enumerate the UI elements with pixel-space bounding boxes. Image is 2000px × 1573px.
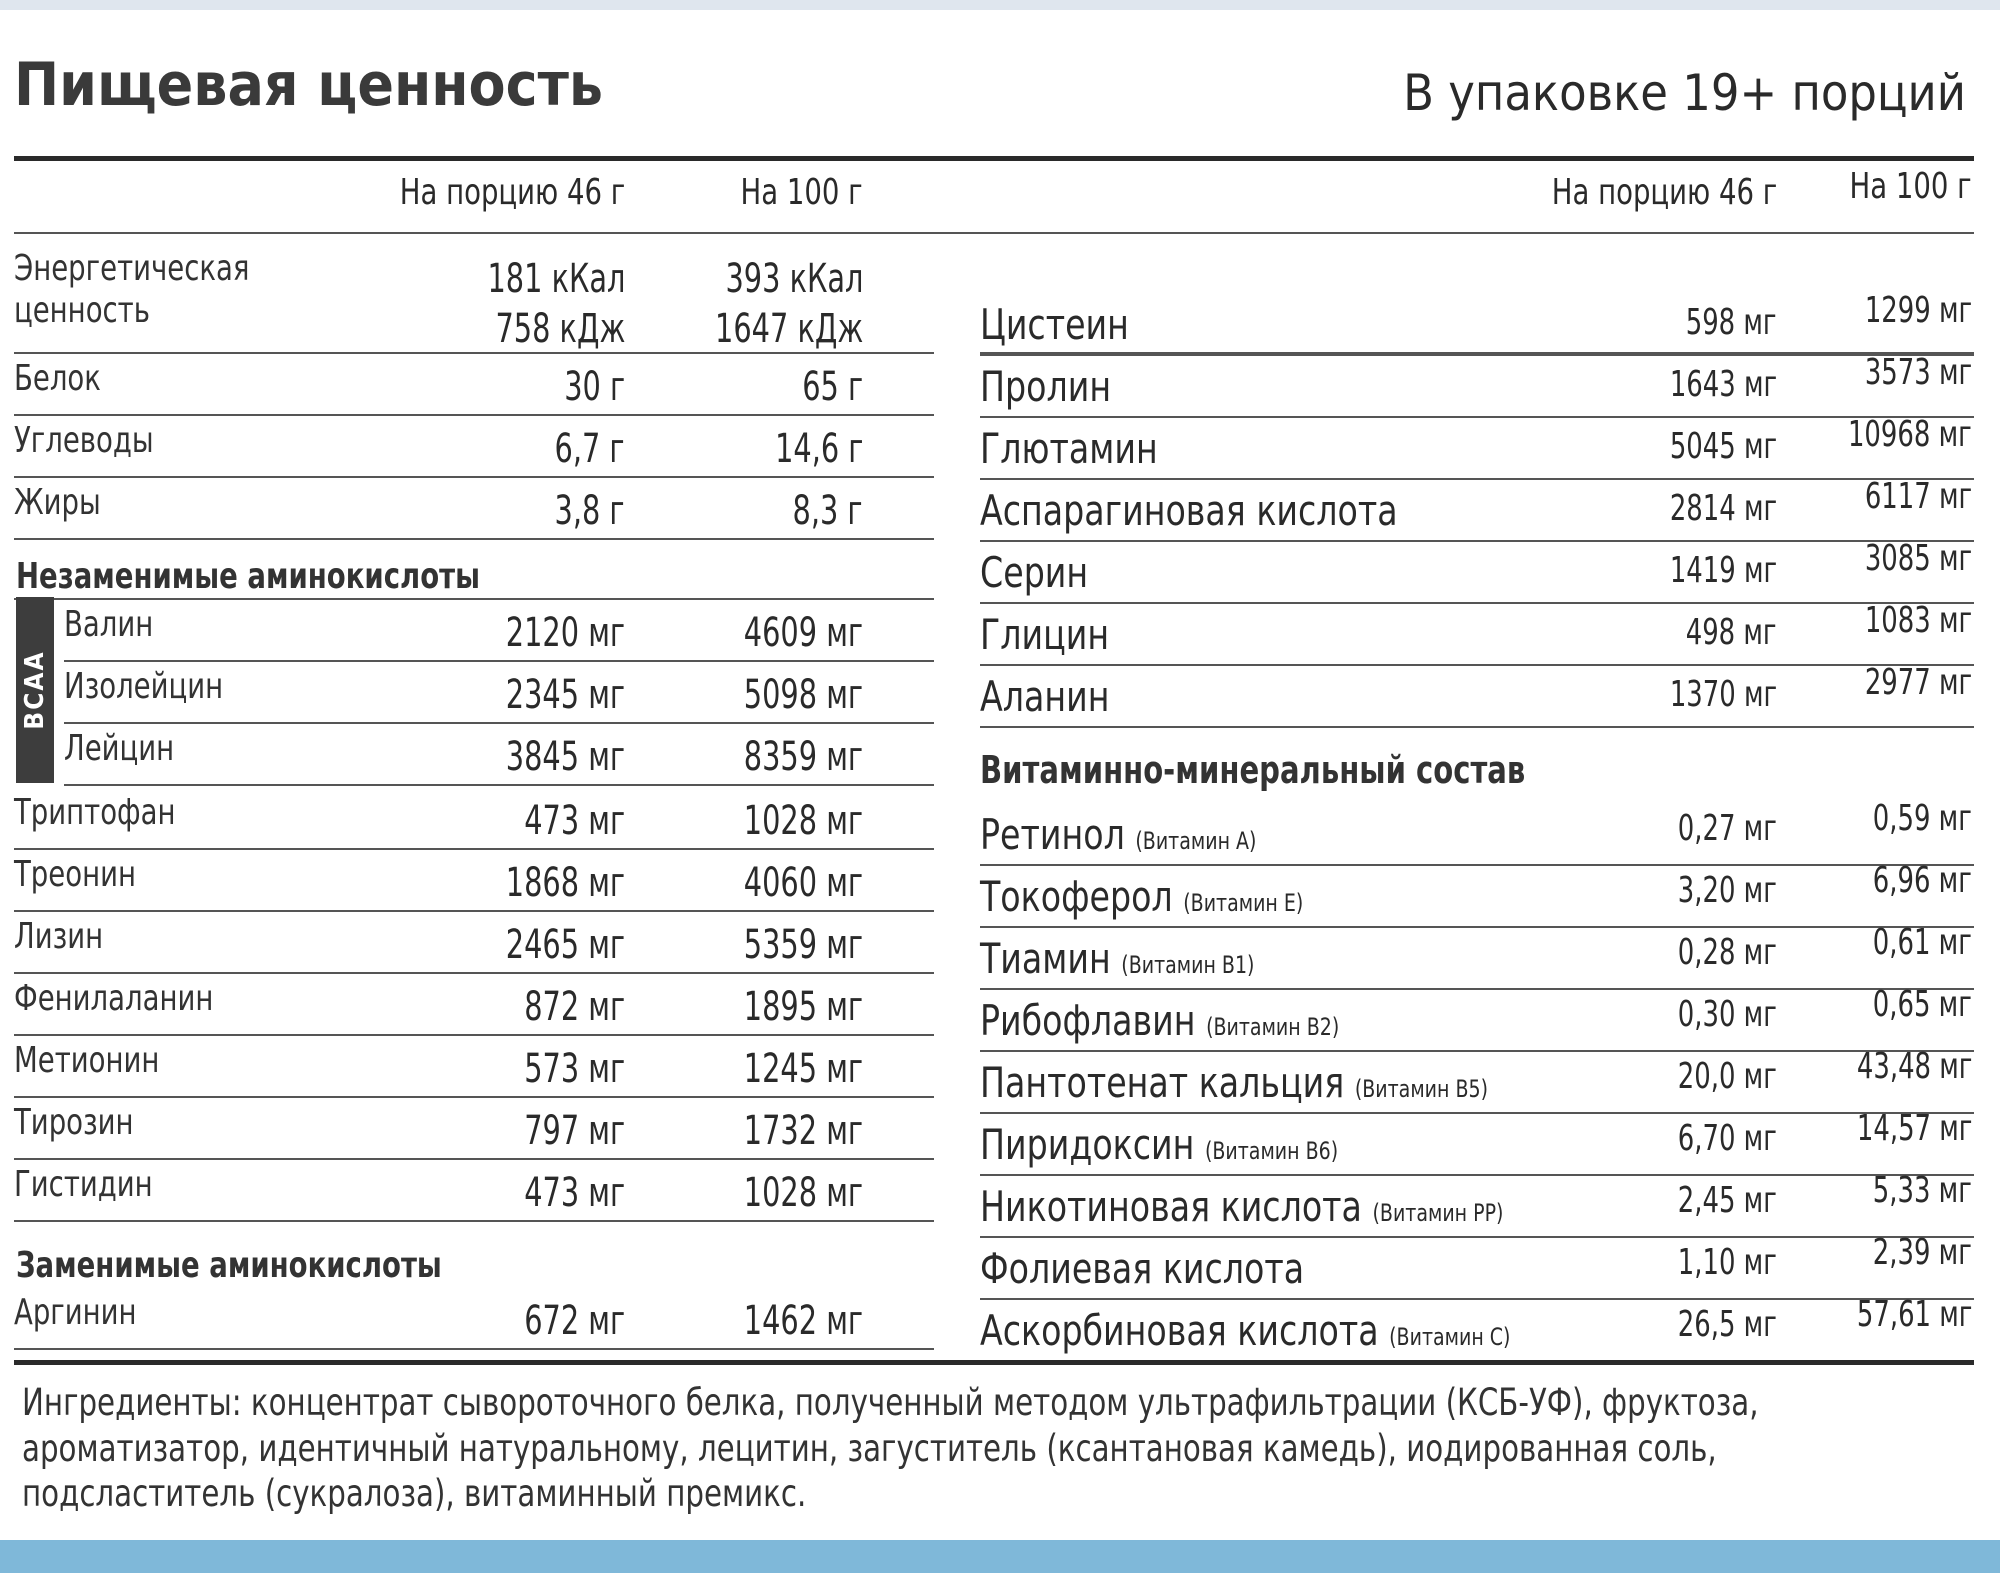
vitamin-value-portion: 26,5 мг xyxy=(1677,1304,1777,1345)
vitamin-value-100g: 0,61 мг xyxy=(1872,922,1972,963)
vitamin-name: Рибофлавин xyxy=(980,996,1196,1045)
energy-label-1: Энергетическая xyxy=(14,248,250,289)
row-value-portion: 473 мг xyxy=(524,798,625,844)
row-rule xyxy=(980,988,1974,990)
row-rule xyxy=(14,352,934,354)
energy-kcal-portion: 181 кКал xyxy=(487,256,625,302)
vitamin-value-portion: 3,20 мг xyxy=(1677,870,1777,911)
vitamin-name: Токоферол xyxy=(980,872,1173,921)
row-rule xyxy=(980,926,1974,928)
amino-label: Аспарагиновая кислота xyxy=(980,486,1398,535)
row-rule xyxy=(14,414,934,416)
nonessential-amino-title: Заменимые аминокислоты xyxy=(16,1245,442,1286)
row-rule xyxy=(64,660,934,662)
row-value-100g: 4060 мг xyxy=(743,860,863,906)
amino-label: Цистеин xyxy=(980,300,1129,349)
row-value-portion: 3845 мг xyxy=(505,734,625,780)
row-rule xyxy=(14,972,934,974)
vitamin-value-portion: 0,30 мг xyxy=(1677,994,1777,1035)
row-label: Фенилаланин xyxy=(14,978,214,1019)
vitamin-value-100g: 2,39 мг xyxy=(1872,1232,1972,1273)
row-label: Лизин xyxy=(14,916,104,957)
amino-label: Серин xyxy=(980,548,1089,597)
essential-amino-title: Незаменимые аминокислоты xyxy=(16,556,480,597)
amino-label: Аланин xyxy=(980,672,1110,721)
row-value-100g: 1028 мг xyxy=(743,798,863,844)
row-rule xyxy=(980,664,1974,666)
row-rule xyxy=(14,848,934,850)
amino-value-100g: 1083 мг xyxy=(1864,600,1972,641)
amino-value-portion: 498 мг xyxy=(1686,612,1777,653)
left-col-100g: На 100 г xyxy=(740,172,863,213)
vitamin-note: (Витамин В5) xyxy=(1354,1075,1489,1103)
amino-value-100g: 3573 мг xyxy=(1864,352,1972,393)
row-value-100g: 5098 мг xyxy=(743,672,863,718)
vitamin-value-portion: 0,27 мг xyxy=(1677,808,1777,849)
amino-value-portion: 2814 мг xyxy=(1669,488,1777,529)
vitamin-value-100g: 6,96 мг xyxy=(1872,860,1972,901)
vitamin-label xyxy=(980,1244,1304,1293)
row-label: Лейцин xyxy=(64,728,175,769)
row-value-portion: 6,7 г xyxy=(554,426,625,472)
row-rule xyxy=(980,540,1974,542)
top-edge xyxy=(0,0,2000,10)
vitamin-name: Никотиновая кислота xyxy=(980,1182,1362,1231)
row-label: Аргинин xyxy=(14,1292,137,1333)
amino-value-portion: 1643 мг xyxy=(1669,364,1777,405)
vitamin-note: (Витамин В2) xyxy=(1206,1013,1340,1041)
row-label: Метионин xyxy=(14,1040,160,1081)
column-header-rule xyxy=(14,232,1974,234)
row-rule xyxy=(980,416,1974,418)
header-rule xyxy=(14,156,1974,161)
amino-value-100g: 10968 мг xyxy=(1848,414,1972,455)
vitamin-note: (Витамин В6) xyxy=(1204,1137,1339,1165)
vitamin-value-100g: 57,61 мг xyxy=(1856,1294,1972,1335)
right-col-100g: На 100 г xyxy=(1849,166,1972,207)
vitamin-value-portion: 1,10 мг xyxy=(1677,1242,1777,1283)
vitamin-value-portion: 6,70 мг xyxy=(1677,1118,1777,1159)
right-col-portion: На порцию 46 г xyxy=(1551,172,1777,213)
row-value-100g: 8359 мг xyxy=(743,734,863,780)
amino-value-100g: 2977 мг xyxy=(1864,662,1972,703)
row-value-100g: 1245 мг xyxy=(743,1046,863,1092)
row-label: Жиры xyxy=(14,482,101,523)
vitamin-value-100g: 0,59 мг xyxy=(1872,798,1972,839)
row-value-portion: 2465 мг xyxy=(505,922,625,968)
row-label: Изолейцин xyxy=(64,666,224,707)
row-rule xyxy=(980,602,1974,604)
energy-label-2: ценность xyxy=(14,290,150,331)
vitamin-value-100g: 43,48 мг xyxy=(1856,1046,1972,1087)
row-value-portion: 2345 мг xyxy=(505,672,625,718)
vitamin-title: Витаминно-минеральный состав xyxy=(980,748,1526,792)
row-value-100g: 1895 мг xyxy=(743,984,863,1030)
row-rule xyxy=(14,1220,934,1222)
row-label: Валин xyxy=(64,604,154,645)
row-value-100g: 1732 мг xyxy=(743,1108,863,1154)
vitamin-value-portion: 0,28 мг xyxy=(1677,932,1777,973)
vitamin-value-portion: 20,0 мг xyxy=(1677,1056,1777,1097)
vitamin-label xyxy=(980,996,1339,1045)
row-value-portion: 872 мг xyxy=(524,984,625,1030)
row-rule xyxy=(980,478,1974,480)
energy-kcal-100g: 393 кКал xyxy=(725,256,863,302)
row-label: Триптофан xyxy=(14,792,176,833)
amino-value-100g: 1299 мг xyxy=(1864,290,1972,331)
row-value-100g: 1462 мг xyxy=(743,1298,863,1344)
amino-value-100g: 6117 мг xyxy=(1864,476,1972,517)
row-rule xyxy=(14,1348,934,1350)
row-label: Белок xyxy=(14,358,101,399)
row-label: Углеводы xyxy=(14,420,154,461)
vitamin-name: Ретинол xyxy=(980,810,1125,859)
vitamin-label xyxy=(980,1182,1503,1231)
row-value-portion: 30 г xyxy=(564,364,625,410)
left-col-portion: На порцию 46 г xyxy=(399,172,625,213)
energy-kj-portion: 758 кДж xyxy=(495,306,625,352)
vitamin-note: (Витамин В1) xyxy=(1121,951,1255,979)
row-rule xyxy=(980,1236,1974,1238)
row-rule xyxy=(980,1050,1974,1052)
row-value-portion: 797 мг xyxy=(524,1108,625,1154)
vitamin-label xyxy=(980,810,1256,859)
row-value-100g: 8,3 г xyxy=(792,488,863,534)
amino-label: Глицин xyxy=(980,610,1110,659)
vitamin-value-100g: 5,33 мг xyxy=(1872,1170,1972,1211)
row-value-100g: 4609 мг xyxy=(743,610,863,656)
vitamin-label xyxy=(980,1058,1488,1107)
vitamin-label xyxy=(980,934,1254,983)
row-rule xyxy=(14,910,934,912)
row-rule xyxy=(980,1112,1974,1114)
row-value-100g: 14,6 г xyxy=(774,426,863,472)
row-rule xyxy=(64,722,934,724)
vitamin-name: Аскорбиновая кислота xyxy=(980,1306,1379,1355)
amino-value-portion: 1419 мг xyxy=(1669,550,1777,591)
servings-per-pack: В упаковке 19+ порций xyxy=(1403,64,1966,122)
row-rule xyxy=(14,1158,934,1160)
row-rule xyxy=(980,726,1974,728)
row-value-portion: 473 мг xyxy=(524,1170,625,1216)
amino-value-portion: 598 мг xyxy=(1686,302,1777,343)
vitamin-note: (Витамин РР) xyxy=(1372,1199,1504,1227)
vitamin-note: (Витамин С) xyxy=(1389,1323,1511,1351)
row-value-100g: 5359 мг xyxy=(743,922,863,968)
vitamin-label xyxy=(980,872,1303,921)
row-rule xyxy=(980,864,1974,866)
row-value-portion: 672 мг xyxy=(524,1298,625,1344)
row-label: Треонин xyxy=(14,854,136,895)
row-rule xyxy=(14,598,934,600)
amino-value-100g: 3085 мг xyxy=(1864,538,1972,579)
amino-label: Пролин xyxy=(980,362,1112,411)
row-rule xyxy=(64,784,934,786)
label-title: Пищевая ценность xyxy=(14,50,604,120)
row-rule xyxy=(14,1034,934,1036)
row-rule xyxy=(14,476,934,478)
vitamin-name: Тиамин xyxy=(980,934,1111,983)
vitamin-note: (Витамин Е) xyxy=(1183,889,1304,917)
energy-kj-100g: 1647 кДж xyxy=(714,306,863,352)
vitamin-value-portion: 2,45 мг xyxy=(1677,1180,1777,1221)
row-value-portion: 3,8 г xyxy=(554,488,625,534)
bottom-band xyxy=(0,1540,2000,1573)
vitamin-note: (Витамин А) xyxy=(1135,827,1257,855)
row-value-portion: 1868 мг xyxy=(505,860,625,906)
vitamin-name: Пантотенат кальция xyxy=(980,1058,1345,1107)
row-rule xyxy=(980,354,1974,356)
amino-value-portion: 5045 мг xyxy=(1669,426,1777,467)
vitamin-label xyxy=(980,1306,1510,1355)
row-value-100g: 65 г xyxy=(802,364,863,410)
amino-value-portion: 1370 мг xyxy=(1669,674,1777,715)
vitamin-label xyxy=(980,1120,1338,1169)
row-rule xyxy=(14,538,934,540)
ingredients-text: Ингредиенты: концентрат сывороточного белка, полученный методом ультрафильтрации (КСБ-УФ), фруктоза, ароматизатор, идентичный натуральному, лецитин, загуститель (ксантановая камедь), иодированная соль, подсластитель (сукралоза), витаминный премикс. xyxy=(22,1381,1759,1515)
row-label: Тирозин xyxy=(14,1102,134,1143)
row-rule xyxy=(980,1174,1974,1176)
row-value-100g: 1028 мг xyxy=(743,1170,863,1216)
row-rule xyxy=(14,1096,934,1098)
row-label: Гистидин xyxy=(14,1164,153,1205)
vitamin-name: Пиридоксин xyxy=(980,1120,1195,1169)
vitamin-value-100g: 14,57 мг xyxy=(1856,1108,1972,1149)
row-value-portion: 2120 мг xyxy=(505,610,625,656)
bcaa-tag: BCAA xyxy=(16,597,54,783)
row-rule xyxy=(980,1298,1974,1300)
ingredients-rule xyxy=(14,1360,1974,1365)
amino-label: Глютамин xyxy=(980,424,1158,473)
vitamin-value-100g: 0,65 мг xyxy=(1872,984,1972,1025)
row-value-portion: 573 мг xyxy=(524,1046,625,1092)
vitamin-name: Фолиевая кислота xyxy=(980,1244,1305,1293)
